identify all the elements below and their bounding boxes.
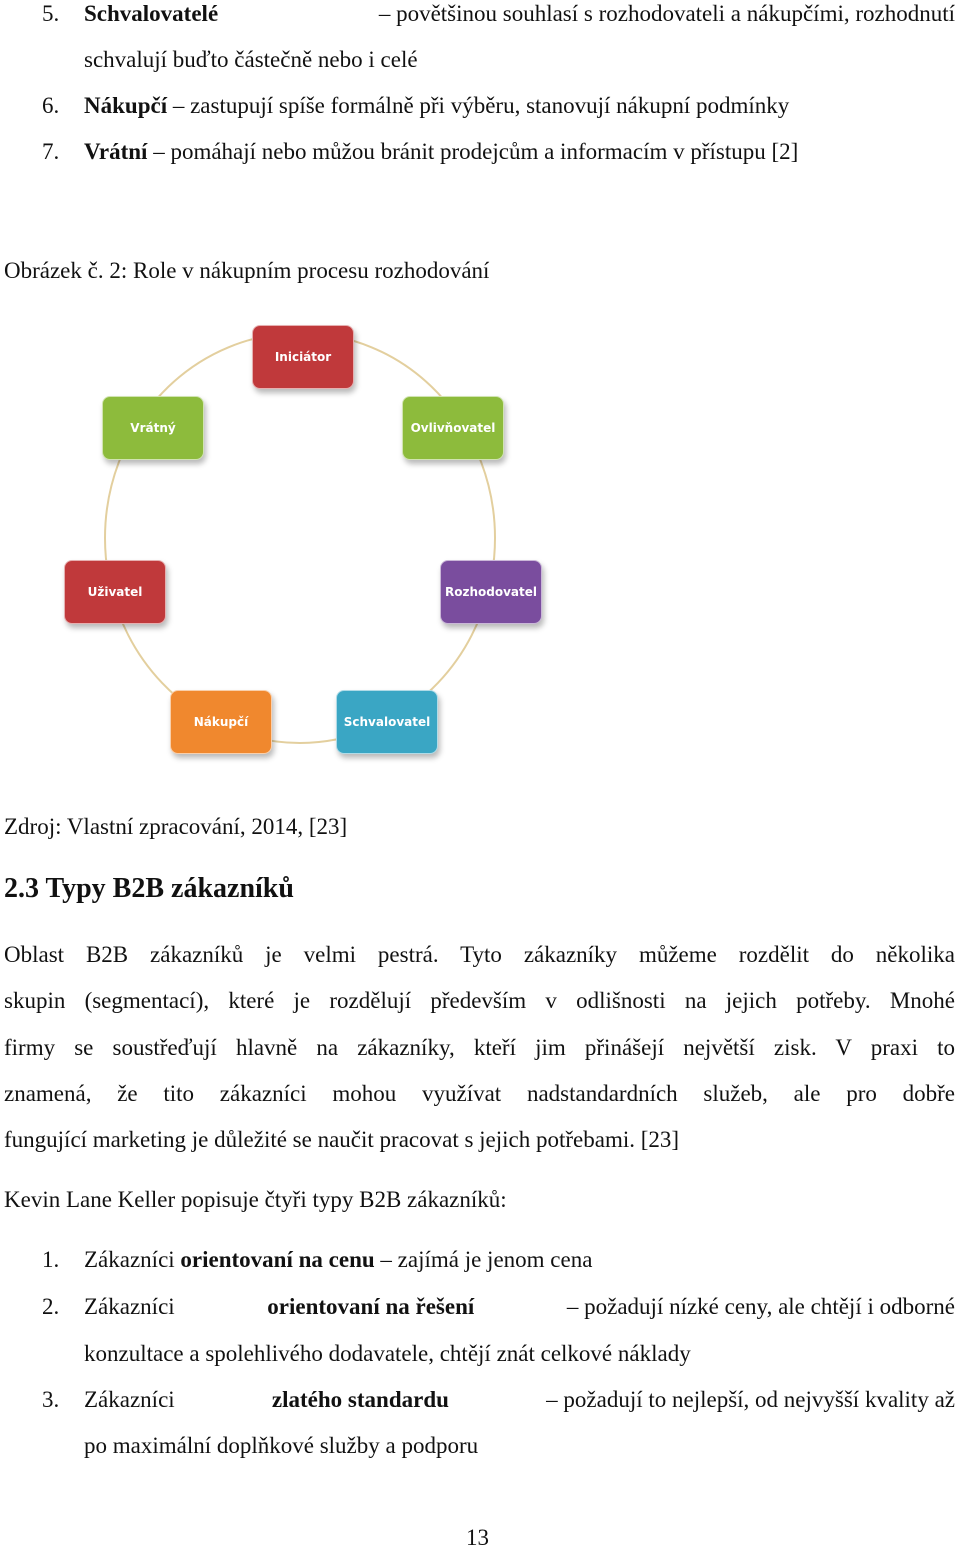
list-text-continuation: konzultace a spolehlivého dodavatele, chtějí znát celkové náklady (84, 1341, 691, 1366)
node-label: Vrátný (130, 421, 176, 435)
list-text-continuation: po maximální doplňkové služby a podporu (84, 1433, 479, 1458)
node-label: Rozhodovatel (445, 585, 537, 599)
paragraph-line: Oblast B2B zákazníků je velmi pestrá. Tyto zákazníky můžeme rozdělit do několika (4, 942, 955, 967)
list-intro: Kevin Lane Keller popisuje čtyři typy B2B zákazníků: (4, 1187, 507, 1212)
section-heading: 2.3 Typy B2B zákazníků (4, 873, 294, 904)
node-ovlivnovatel (402, 396, 504, 460)
list-text: – požadují nízké ceny, ale chtějí i odborné (566, 1294, 955, 1319)
list-text: – zajímá je jenom cena (380, 1247, 593, 1272)
list-text-continuation: schvalují buďto částečně nebo i celé (84, 47, 418, 72)
list-term: orientovaní na řešení (267, 1294, 475, 1319)
list-number: 1. (42, 1247, 60, 1272)
figure-caption: Obrázek č. 2: Role v nákupním procesu rozhodování (4, 258, 490, 283)
paragraph-line: firmy se soustřeďují hlavně na zákazníky, kteří jim přinášejí největší zisk. V praxi to (4, 1035, 955, 1060)
node-label: Nákupčí (193, 715, 249, 729)
list-number: 7. (42, 139, 60, 164)
node-schvalovatel (336, 690, 438, 754)
paragraph-line: skupin (segmentací), které je rozdělují především v odlišnosti na jejich potřeby. Mnohé (4, 988, 955, 1013)
list-number: 5. (42, 1, 60, 26)
list-term: Nákupčí (84, 93, 168, 118)
node-label: Uživatel (87, 585, 143, 599)
list-text: – povětšinou souhlasí s rozhodovateli a nákupčími, rozhodnutí (378, 1, 955, 26)
node-uzivatel (64, 560, 166, 624)
list-item-cena (84, 1246, 592, 1274)
list-text: Zákazníci (84, 1294, 175, 1319)
list-number: 2. (42, 1294, 60, 1319)
list-item-zlaty-standard (84, 1386, 955, 1414)
list-term: zlatého standardu (271, 1387, 449, 1412)
list-term: orientovaní na cenu (180, 1247, 375, 1272)
node-label: Iniciátor (274, 350, 332, 364)
node-vratny (102, 396, 204, 460)
list-item-reseni (84, 1293, 955, 1321)
node-label: Schvalovatel (343, 715, 431, 729)
node-iniciator (252, 325, 354, 389)
list-text: – zastupují spíše formálně při výběru, stanovují nákupní podmínky (172, 93, 790, 118)
node-rozhodovatel (440, 560, 542, 624)
paragraph-line: fungující marketing je důležité se naučit pracovat s jejich potřebami. [23] (4, 1127, 680, 1152)
list-text: – požadují to nejlepší, od nejvyšší kvality až (546, 1387, 955, 1412)
list-number: 3. (42, 1387, 60, 1412)
list-term: Schvalovatelé (84, 1, 219, 26)
list-text: Zákazníci (84, 1387, 175, 1412)
page-number: 13 (466, 1525, 489, 1550)
cycle-path (105, 333, 495, 743)
node-nakupci (170, 690, 272, 754)
figure-source: Zdroj: Vlastní zpracování, 2014, [23] (4, 814, 348, 839)
list-text: Zákazníci (84, 1247, 175, 1272)
node-label: Ovlivňovatel (410, 421, 496, 435)
list-number: 6. (42, 93, 60, 118)
list-text: – pomáhají nebo můžou bránit prodejcům a informacím v přístupu [2] (153, 139, 799, 164)
paragraph-line: znamená, že tito zákazníci mohou využívat nadstandardních služeb, ale pro dobře (4, 1081, 955, 1106)
list-term: Vrátní (84, 139, 148, 164)
